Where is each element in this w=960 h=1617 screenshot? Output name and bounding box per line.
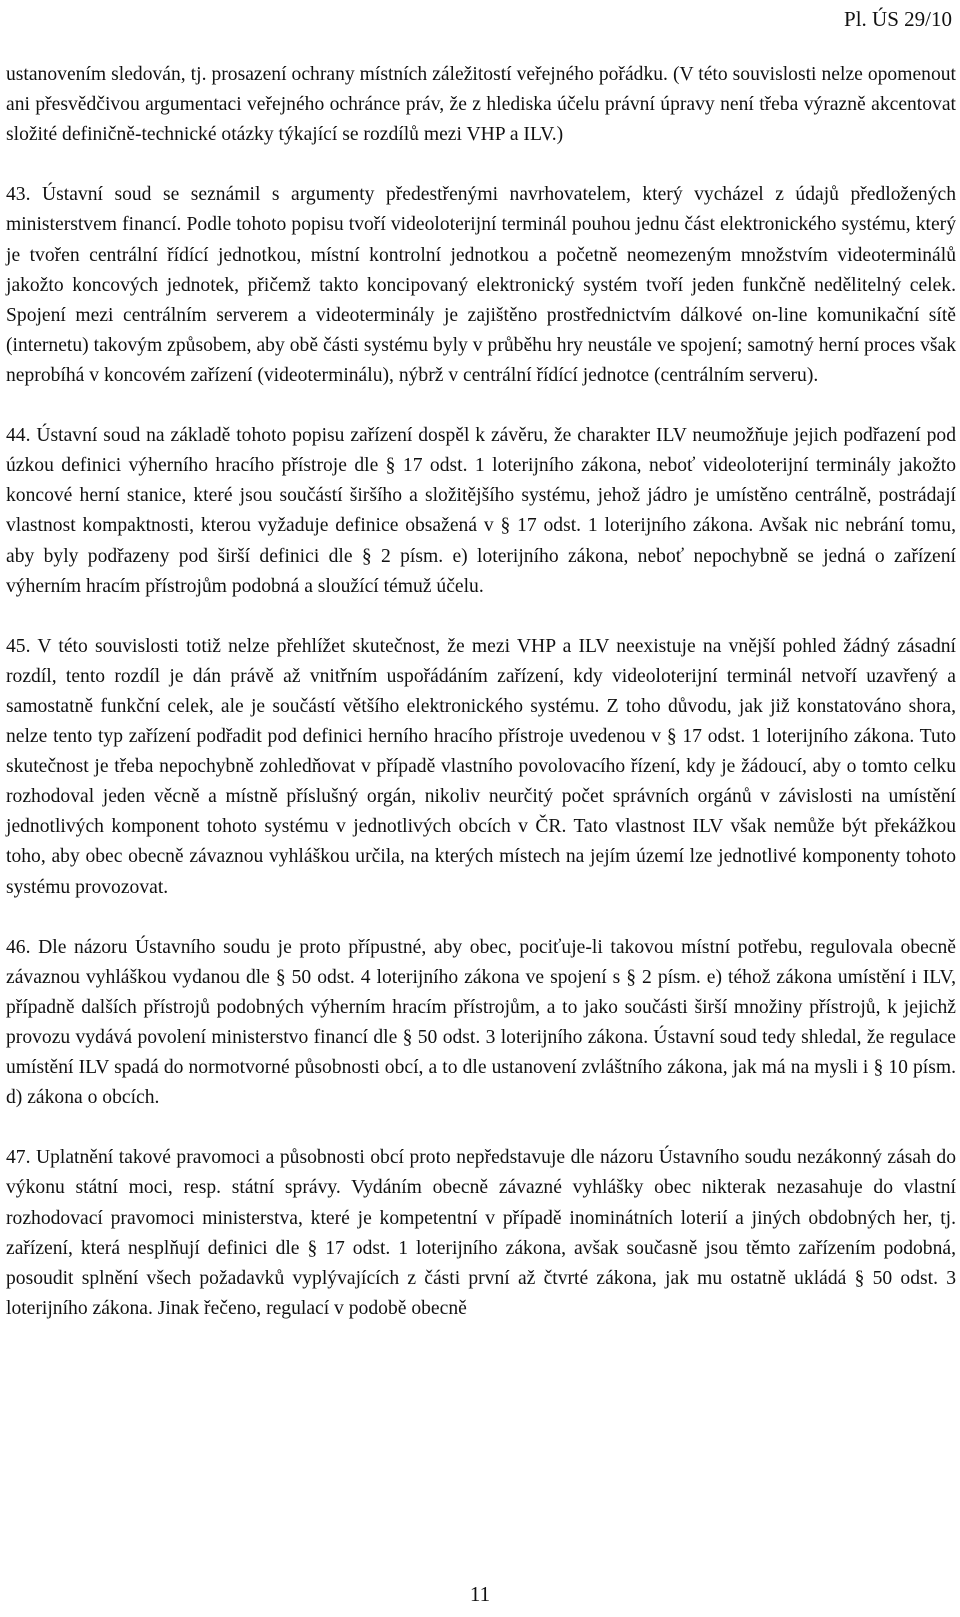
paragraph-47: 47. Uplatnění takové pravomoci a působnosti obcí proto nepředstavuje dle názoru Ústavního soudu nezákonný zásah do výkonu státní moci, resp. státní správy. Vydáním obecně závazné vyhlášky obec nikterak nezasahuje do vlastní rozhodovací pravomoci ministerstva, které je kompetentní v případě inominátních loterií a jiných obdobných her, tj. zařízení, která nesplňují definici dle § 17 odst. 1 loterijního zákona, avšak současně jsou těmto zařízením podobná, posoudit splnění všech požadavků vyplývajících z části první až čtvrté zákona, jak mu ostatně ukládá § 50 odst. 3 loterijního zákona. Jinak řečeno, regulací v podobě obecně: [6, 1147, 956, 1319]
paragraph-45: 45. V této souvislosti totiž nelze přehlížet skutečnost, že mezi VHP a ILV neexistuje na vnější pohled žádný zásadní rozdíl, tento rozdíl je dán právě až vnitřním uspořádáním zařízení, kdy videoloterijní terminál netvoří uzavřený a samostatně funkční celek, ale je součástí většího elektronického systému. Z toho důvodu, jak již konstatováno shora, nelze tento typ zařízení podřadit pod definici herního hracího přístroje uvedenou v § 17 odst. 1 loterijního zákona. Tuto skutečnost je třeba nepochybně zohledňovat v případě vlastního povolovacího řízení, kdy je žádoucí, aby o tomto celku rozhodoval jeden věcně a místně příslušný orgán, nikoliv neurčitý počet správních orgánů v závislosti na umístění jednotlivých komponent tohoto systému v jednotlivých obcích v ČR. Tato vlastnost ILV však nemůže být překážkou toho, aby obec obecně závaznou vyhláškou určila, na kterých místech na jejím území lze jednotlivé komponenty tohoto systému provozovat.: [6, 635, 956, 898]
page-number: 11: [469, 1582, 491, 1606]
paragraph-43: 43. Ústavní soud se seznámil s argumenty předestřenými navrhovatelem, který vycházel z údajů předložených ministerstvem financí. Podle tohoto popisu tvoří videoloterijní terminál pouhou jednu část elektronického systému, který je tvořen centrální řídící jednotkou, místní kontrolní jednotkou a početně neomezeným množstvím videoterminálů jakožto koncových jednotek, přičemž takto koncipovaný elektronický systém tvoří jeden funkčně nedělitelný celek. Spojení mezi centrálním serverem a videoterminály je zajištěno prostřednictvím dálkové on-line komunikační sítě (internetu) takovým způsobem, aby obě části systému byly v průběhu hry neustále ve spojení; samotný herní proces však neprobíhá v koncovém zařízení (videoterminálu), nýbrž v centrální řídící jednotce (centrálním serveru).: [6, 184, 956, 386]
case-reference: Pl. ÚS 29/10: [844, 7, 952, 31]
document-body: [6, 60, 956, 1354]
paragraph-continued: ustanovením sledován, tj. prosazení ochrany místních záležitostí veřejného pořádku. (V této souvislosti nelze opomenout ani přesvědčivou argumentaci veřejného ochránce práv, že z hlediska účelu právní úpravy není třeba výrazně akcentovat složité definičně-technické otázky týkající se rozdílů mezi VHP a ILV.): [6, 64, 956, 146]
paragraph-46: 46. Dle názoru Ústavního soudu je proto přípustné, aby obec, pociťuje-li takovou místní potřebu, regulovala obecně závaznou vyhláškou vydanou dle § 50 odst. 4 loterijního zákona ve spojení s § 2 písm. e) téhož zákona umístění i ILV, případně dalších přístrojů podobných výherním hracím přístrojům, a to jako součásti širší množiny přístrojů, k jejichž provozu vydává povolení ministerstvo financí dle § 50 odst. 3 loterijního zákona. Ústavní soud tedy shledal, že regulace umístění ILV spadá do normotvorné působnosti obcí, a to dle ustanovení zvláštního zákona, jak má na mysli i § 10 písm. d) zákona o obcích.: [6, 936, 956, 1109]
paragraph-44: 44. Ústavní soud na základě tohoto popisu zařízení dospěl k závěru, že charakter ILV neumožňuje jejich podřazení pod úzkou definici výherního hracího přístroje dle § 17 odst. 1 loterijního zákona, neboť videoloterijní terminály jakožto koncové herní stanice, které jsou součástí širšího a složitějšího systému, jehož jádro je umístěno centrálně, postrádají vlastnost kompaktnosti, kterou vyžaduje definice obsažená v § 17 odst. 1 loterijního zákona. Avšak nic nebrání tomu, aby byly podřazeny pod širší definici dle § 2 písm. e) loterijního zákona, neboť nepochybně se jedná o zařízení výherním hracím přístrojům podobná a sloužící témuž účelu.: [6, 425, 956, 597]
